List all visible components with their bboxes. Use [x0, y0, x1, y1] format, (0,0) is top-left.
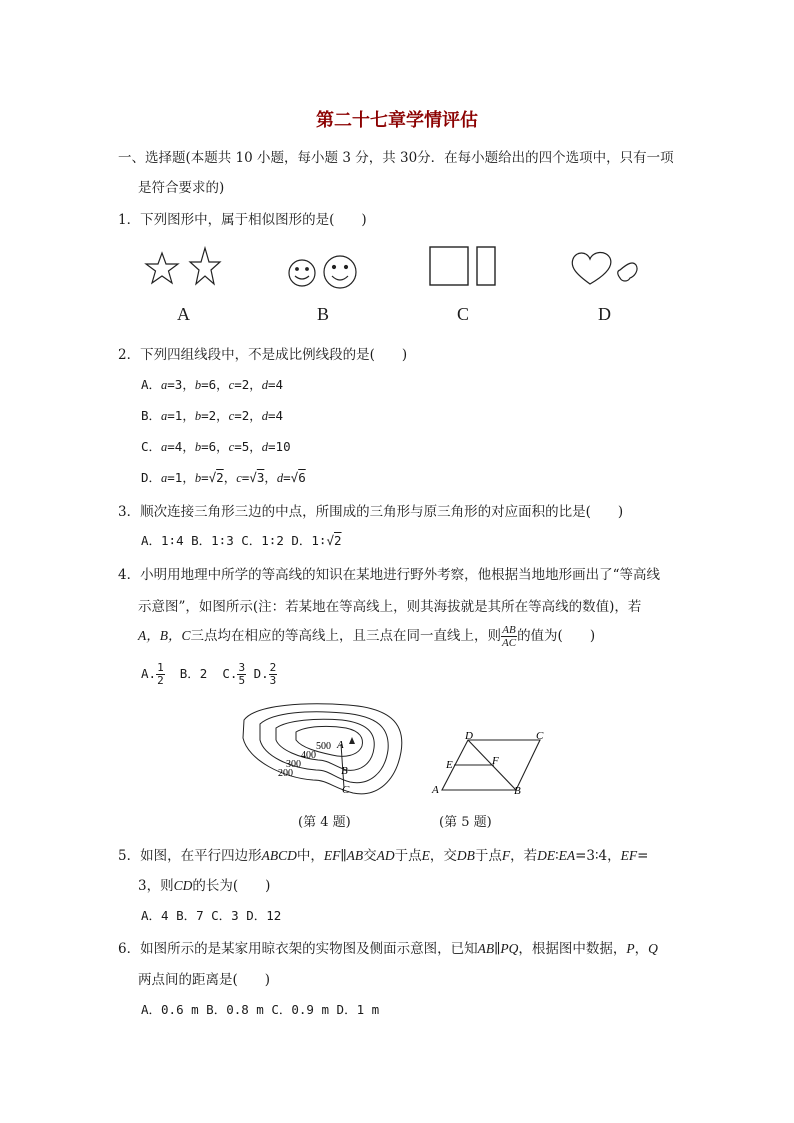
q5-line1: 5．如图，在平行四边形ABCD中，EF∥AB交AD于点E，交DB于点F，若DE∶EA=3∶4，EF= [118, 848, 649, 864]
contour-label-400: 400 [301, 750, 316, 761]
q4-line3: A，B，C三点均在相应的等高线上，且三点在同一直线上，则 $\frac{AB}{AC}$ 的值为( ) [138, 624, 596, 649]
heart-pair-figure [572, 252, 637, 284]
rectangle-pair-figure [430, 247, 495, 285]
q1-label-c: C [457, 304, 470, 324]
vertex-label-a: A [432, 784, 439, 796]
q6-line1: 6．如图所示的是某家用晾衣架的实物图及侧面示意图，已知AB∥PQ，根据图中数据，P，Q [118, 941, 658, 957]
vertex-label-b: B [514, 785, 521, 797]
rect-large [430, 247, 468, 285]
point-label-b: B [341, 765, 348, 777]
q1-figures [130, 240, 670, 300]
contour-label-300: 300 [286, 759, 301, 770]
q3-stem: 3．顺次连接三角形三边的中点，所围成的三角形与原三角形的对应面积的比是( ) [118, 504, 624, 520]
q3-options: A．1∶4 B．1∶3 C．1∶2 D．1∶√2 [141, 533, 342, 548]
q1-label-a: A [177, 304, 190, 324]
vertex-label-f: F [492, 755, 499, 767]
section-instructions-line2: 是符合要求的) [138, 180, 225, 196]
figure5-caption: (第 5 题) [439, 815, 492, 830]
page-title: 第二十七章学情评估 [316, 110, 478, 131]
q2-option-b: B．a=1，b=2，c=2，d=4 [141, 408, 284, 423]
q4-options: A. $\frac{1}{2}$ B．2 C. $\frac{3}{5}$ D. $\frac{2}{3}$ [141, 661, 277, 687]
point-label-c: C [342, 784, 350, 796]
rect-narrow [477, 247, 495, 285]
q6-line2: 两点间的距离是( ) [138, 972, 271, 988]
q4-line1: 4．小明用地理中所学的等高线的知识在某地进行野外考察，他根据当地地形画出了“等高线 [118, 567, 660, 583]
contour-map-figure [238, 700, 413, 805]
q1-label-d: D [598, 304, 611, 324]
q1-label-b: B [317, 304, 330, 324]
heart-small [618, 263, 637, 281]
q2-option-a: A．a=3，b=6，c=2，d=4 [141, 377, 284, 392]
q6-options: A．0.6 m B．0.8 m C．0.9 m D．1 m [141, 1002, 380, 1017]
q2-option-c: C．a=4，b=6，c=5，d=10 [141, 439, 291, 454]
q4-line2: 示意图”，如图所示(注：若某地在等高线上，则其海拔就是其所在等高线的数值)，若 [138, 599, 642, 615]
star-pair-figure [146, 248, 220, 284]
vertex-label-e: E [446, 759, 453, 771]
vertex-label-c: C [536, 730, 544, 742]
point-label-a: A [337, 739, 344, 751]
star-large [190, 248, 220, 284]
q4-fraction: $\frac{AB}{AC}$ [502, 624, 517, 649]
section-instructions-line1: 一、选择题(本题共 10 小题，每小题 3 分，共 30分．在每小题给出的四个选项中，只有一项 [118, 150, 674, 166]
q2-stem: 2．下列四组线段中，不是成比例线段的是( ) [118, 347, 408, 363]
smiley-pair-figure [289, 256, 356, 288]
contour-label-200: 200 [278, 768, 293, 779]
q1-stem: 1．下列图形中，属于相似图形的是( ) [118, 212, 367, 228]
smiley-large [324, 256, 356, 288]
parallelogram-figure [428, 730, 553, 800]
star-small [146, 253, 178, 283]
figure4-caption: (第 4 题) [298, 815, 351, 830]
smiley-small [289, 260, 315, 286]
q2-option-d: D．a=1，b=√2，c=√3，d=√6 [141, 470, 306, 485]
heart-large [572, 252, 611, 284]
contour-label-500: 500 [316, 741, 331, 752]
q5-line2: 3，则CD的长为( ) [138, 878, 271, 894]
q5-options: A．4 B．7 C．3 D．12 [141, 908, 282, 923]
vertex-label-d: D [465, 730, 473, 742]
peak-marker [349, 737, 355, 744]
